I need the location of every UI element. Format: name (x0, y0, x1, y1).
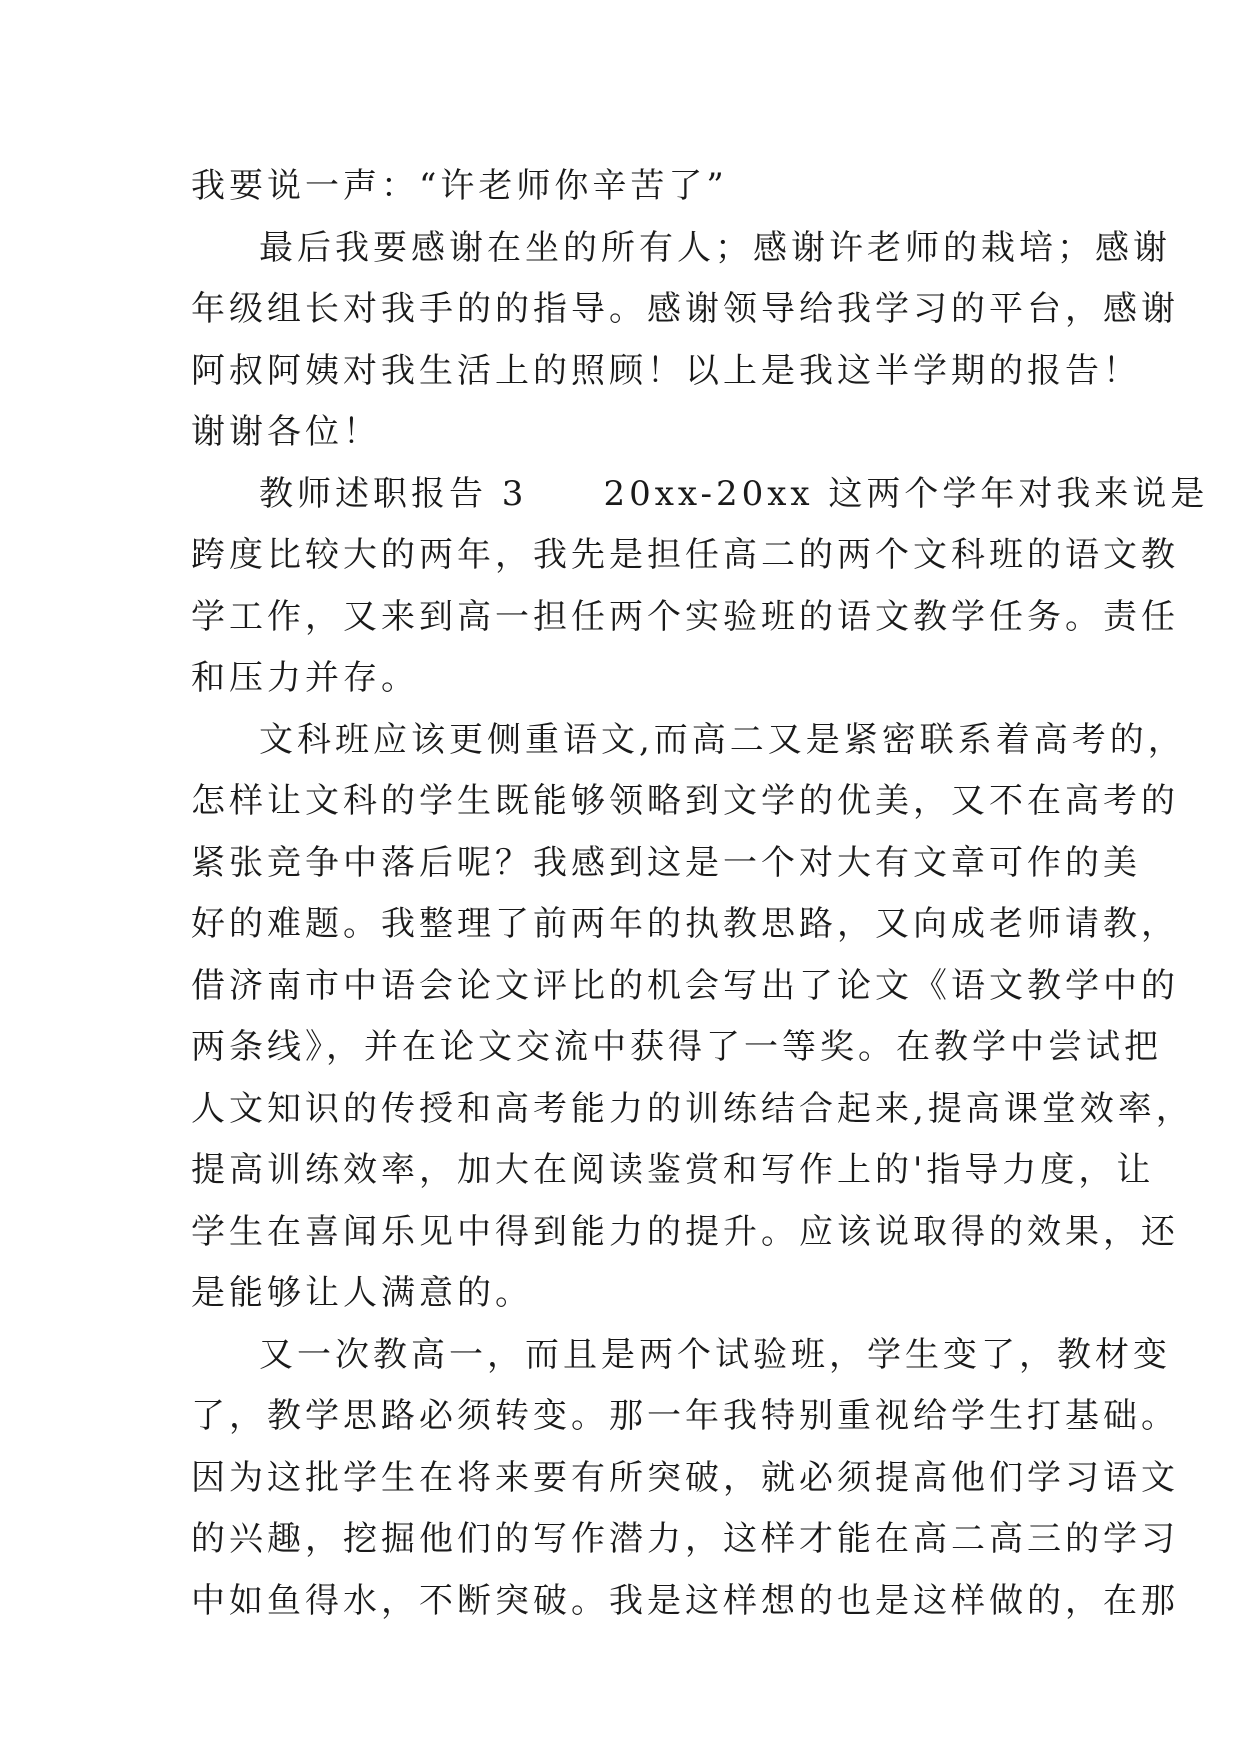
text-line: 又一次教高一，而且是两个试验班，学生变了，教材变 (259, 1334, 1171, 1375)
text-line: 借济南市中语会论文评比的机会写出了论文《语文教学中的 (191, 965, 1179, 1006)
text-line: 人文知识的传授和高考能力的训练结合起来,提高课堂效率， (191, 1088, 1194, 1129)
text-line: 怎样让文科的学生既能够领略到文学的优美，又不在高考的 (191, 781, 1179, 821)
document-body (191, 156, 1209, 1632)
text-line: 因为这批学生在将来要有所突破，就必须提高他们学习语文 (191, 1457, 1179, 1498)
text-line: 提高训练效率，加大在阅读鉴赏和写作上的'指导力度，让 (191, 1150, 1155, 1190)
text-line: 好的难题。我整理了前两年的执教思路，又向成老师请教， (191, 904, 1179, 944)
text-line: 教师述职报告 3 20xx-20xx 这两个学年对我来说是 (259, 473, 1209, 514)
text-line: 了，教学思路必须转变。那一年我特别重视给学生打基础。 (191, 1396, 1179, 1436)
text-line: 中如鱼得水，不断突破。我是这样想的也是这样做的，在那 (191, 1580, 1179, 1621)
text-line: 文科班应该更侧重语文,而高二又是紧密联系着高考的， (259, 719, 1186, 760)
text-line: 学工作，又来到高一担任两个实验班的语文教学任务。责任 (191, 596, 1179, 637)
text-line: 我要说一声：“许老师你辛苦了” (191, 166, 728, 206)
text-line: 学生在喜闻乐见中得到能力的提升。应该说取得的效果，还 (191, 1211, 1179, 1252)
text-line: 两条线》，并在论文交流中获得了一等奖。在教学中尝试把 (191, 1027, 1162, 1067)
text-line: 最后我要感谢在坐的所有人；感谢许老师的栽培；感谢 (259, 227, 1171, 268)
text-line: 紧张竞争中落后呢？我感到这是一个对大有文章可作的美 (191, 842, 1141, 883)
text-line: 阿叔阿姨对我生活上的照顾！以上是我这半学期的报告！ (191, 350, 1141, 391)
text-line: 和压力并存。 (191, 658, 419, 698)
text-line: 年级组长对我手的的指导。感谢领导给我学习的平台，感谢 (191, 289, 1179, 329)
text-line: 谢谢各位！ (191, 412, 381, 452)
text-line: 的兴趣，挖掘他们的写作潜力，这样才能在高二高三的学习 (191, 1519, 1179, 1559)
text-line: 跨度比较大的两年，我先是担任高二的两个文科班的语文教 (191, 535, 1179, 575)
text-line: 是能够让人满意的。 (191, 1273, 533, 1313)
